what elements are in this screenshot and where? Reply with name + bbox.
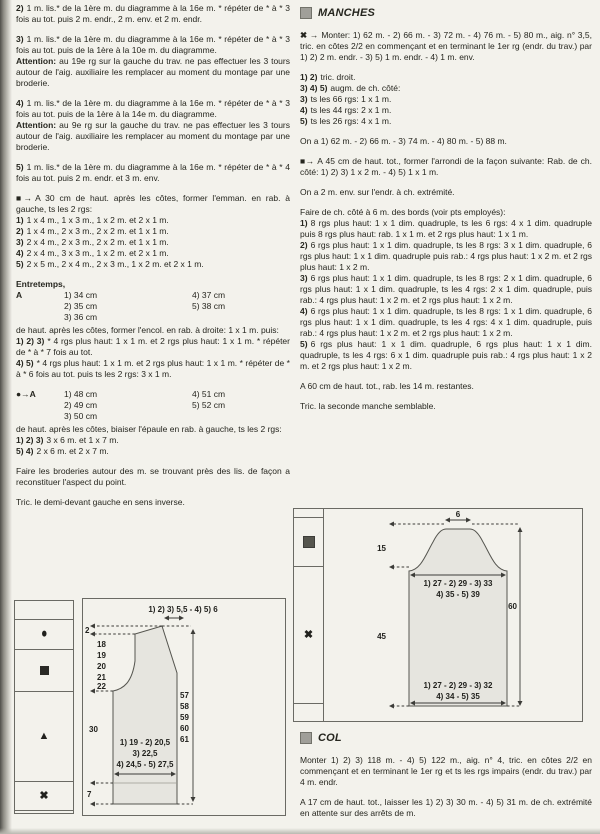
cuff-width-line-2: 4) 34 - 5) 35 [436, 692, 480, 701]
paragraph-lines [16, 424, 290, 457]
cap-top-width-label: 6 [455, 510, 461, 519]
line-text: ts les 26 rgs: 4 x 1 m. [310, 116, 392, 126]
paragraph [16, 98, 290, 153]
line-text: de haut. après les côtes, former l'encol. en rab. à droite: 1 x 1 m. puis: [16, 325, 279, 335]
instruction-line [300, 306, 592, 339]
line-lead: 1) 2) 3) [16, 336, 45, 346]
line-text: On a 2 m. env. sur l'endr. à ch. extrémité. [300, 187, 455, 197]
line-lead: 2) [16, 3, 24, 13]
shoulder-drop-label: 2 [85, 626, 90, 635]
line-text: au 19e rg sur la gauche du trav. ne pas effectuer les 3 tours autour de l'aig. auxiliaire les remplacer au moment du montage par une broderie. [16, 56, 290, 88]
line-lead: 1) 2) 3) [16, 435, 44, 445]
oval-marker-icon [15, 620, 73, 650]
instruction-line [16, 34, 290, 56]
instruction-line [300, 401, 592, 412]
line-lead: Attention: [16, 120, 57, 130]
line-lead: 2) [16, 226, 24, 236]
paragraph-lines [300, 381, 592, 392]
line-text: A 30 cm de haut. après les côtes, former l'emman. en rab. à gauche, ts les 2 rgs: [16, 193, 290, 214]
line-lead: 3) [16, 237, 24, 247]
line-text: 6 rgs plus haut: 1 x 1 dim. quadruple, 6 rgs plus haut: 1 x 1 dim. quadruple, ts les 4 rgs: 6 x 1 dim. quadruple puis rab.: 4 rgs plus haut: 1 x 2 m. et 2 rgs plus haut: 1 x 2 m. [300, 339, 592, 371]
paragraph [300, 30, 592, 63]
instruction-line [300, 381, 592, 392]
line-text: Monter 1) 2) 3) 118 m. - 4) 5) 122 m., aig. n° 4, tric. en côtes 2/2 en commençant et en terminant le 1er rg et ts les rgs impairs (endr. du trav.) par 4 m. endr. [300, 755, 592, 787]
cross-marker-icon [294, 567, 323, 704]
line-lead: Attention: [16, 56, 57, 66]
size-row [16, 400, 290, 411]
paragraph-lines [300, 187, 592, 198]
paragraph-marker-icon: ■→ [16, 193, 33, 203]
line-text: 6 rgs plus haut: 1 x 1 dim. quadruple, ts les 8 rgs: 1 x 1 dim. quadruple, 6 rgs plus haut: 1 x 1 dim. quadruple, ts les 4 rgs: 4 x 1 dim. quadruple, puis rab.: 4 rgs plus haut: 1 x 2 m. et 2 rgs plus haut: 1 x 2 m. [300, 306, 592, 338]
instruction-line [300, 72, 592, 83]
length-below-cap-label: 45 [377, 632, 386, 641]
instruction-line [16, 248, 290, 259]
instruction-line [300, 240, 592, 273]
heading-square-icon [300, 7, 312, 19]
line-text: 2 x 4 m., 2 x 3 m., 2 x 2 m. et 1 x 1 m. [26, 237, 169, 247]
neck-width-label: 1) 2) 3) 5,5 - 4) 5) 6 [148, 605, 218, 614]
cross-glyph: ✖ [303, 628, 314, 641]
line-lead: 5) [16, 162, 24, 172]
strip-cell-empty [294, 704, 323, 721]
line-lead: 3) [16, 34, 24, 44]
size-row-label [16, 400, 64, 411]
instruction-line [300, 156, 592, 178]
body-width-line-2: 3) 22,5 [132, 749, 158, 758]
size-row-label: A [16, 290, 23, 300]
instruction-line [300, 94, 592, 105]
instruction-line [300, 83, 592, 94]
instruction-line [16, 56, 290, 89]
square-marker-icon [15, 650, 73, 692]
underarm-width-line-1: 1) 27 - 2) 29 - 3) 33 [423, 579, 493, 588]
line-lead: 5) [16, 259, 24, 269]
instruction-line [16, 336, 290, 358]
size-row-label [16, 312, 64, 323]
paragraph-lines [16, 325, 290, 380]
paragraph-marker-icon: ■→ [300, 156, 315, 166]
paragraph [300, 401, 592, 412]
line-text: au 9e rg sur la gauche du trav. ne pas effectuer les 3 tours autour de l'aig. auxiliaire les remplacer au moment du montage par une broderie. [16, 120, 290, 152]
line-lead: 5) [300, 116, 308, 126]
scan-left-edge-shadow [0, 0, 12, 834]
sleeve-outline [409, 529, 507, 706]
total-height-4: 60 [180, 724, 189, 733]
section-heading-label: COL [318, 731, 342, 744]
paragraph-lines [300, 755, 592, 788]
paragraph [300, 797, 592, 819]
paragraph-lines [16, 98, 290, 153]
line-lead: 2) [300, 240, 308, 250]
instruction-line [16, 3, 290, 25]
size-row-label [16, 301, 64, 312]
line-text: de haut. après les côtes, biaiser l'épaule en rab. à gauche, ts les 2 rgs: [16, 424, 282, 434]
line-lead: 3) 4) 5) [300, 83, 328, 93]
rib-height-label: 7 [87, 790, 92, 799]
instruction-line [16, 193, 290, 215]
sleeve-schematic-box [324, 509, 582, 721]
line-text: augm. de ch. côté: [330, 83, 401, 93]
size-value-1: 2) 35 cm [64, 301, 98, 311]
size-row [16, 411, 290, 422]
sizes-rows [16, 290, 290, 323]
line-text: A 45 cm de haut. tot., former l'arrondi de la façon suivante: Rab. de ch. côté: 1) 2) 3) 1 x 2 m. - 4) 5) 1 x 1 m. [300, 156, 592, 177]
line-text: Faire les broderies autour des m. se trouvant près des lis. de façon a reconstituer l'aspect du point. [16, 466, 290, 487]
line-text: ts les 66 rgs: 1 x 1 m. [310, 94, 392, 104]
instruction-line [300, 116, 592, 127]
size-value-2: 5) 38 cm [192, 301, 226, 311]
sleeve-schematic-svg [324, 509, 580, 719]
front-schematic-box [82, 598, 286, 816]
line-text: On a 1) 62 m. - 2) 66 m. - 3) 74 m. - 4) 80 m. - 5) 88 m. [300, 136, 507, 146]
size-row-label [16, 411, 64, 422]
line-text: Monter: 1) 62 m. - 2) 66 m. - 3) 72 m. - 4) 76 m. - 5) 80 m., aig. n° 3,5, tric. en côtes 2/2 en commençant et en terminant le 1er rg (endr. du trav.) par 1) 2) 2 m. endr. - 3) 5) 1 m. endr. - 4) 1 m. env. [300, 30, 592, 62]
sleeve-marker-strip [294, 509, 324, 721]
line-text: Tric. la seconde manche semblable. [300, 401, 436, 411]
instruction-line [300, 30, 592, 63]
line-text: 1 m. lis.* de la 1ère m. du diagramme à la 16e m. * répéter de * à * 4 fois au tot. puis 2 m. endr. et 3 m. env. [16, 162, 290, 183]
underarm-width-line-2: 4) 35 - 5) 39 [436, 590, 480, 599]
paragraph [16, 466, 290, 488]
paragraph [16, 162, 290, 184]
instruction-line [16, 497, 290, 508]
instruction-line [16, 358, 290, 380]
right-column [300, 4, 592, 506]
paragraph-lines [300, 207, 592, 372]
paragraph [300, 72, 592, 127]
cap-height-label: 15 [377, 544, 386, 553]
square-glyph [40, 666, 49, 675]
line-text: Tric. le demi-devant gauche en sens inverse. [16, 497, 185, 507]
paragraph [16, 3, 290, 25]
paragraph [16, 193, 290, 270]
sizes-table [16, 389, 290, 422]
line-text: 1 x 4 m., 1 x 3 m., 1 x 2 m. et 2 x 1 m. [26, 215, 169, 225]
front-schematic-svg [83, 599, 283, 813]
size-row [16, 290, 290, 301]
line-lead: 1) 2) [300, 72, 318, 82]
size-value-2 [192, 312, 290, 323]
triangle-marker-icon [15, 692, 73, 782]
line-lead: 4) 5) [16, 358, 34, 368]
line-text: 2 x 4 m., 3 x 3 m., 1 x 2 m. et 2 x 1 m. [26, 248, 169, 258]
instruction-line [16, 259, 290, 270]
line-text: 1 m. lis.* de la 1ère m. du diagramme à la 16e m. * répéter de * à * 3 fois au tot. puis de la 1ère à la 10e m. du diagramme. [16, 34, 290, 55]
paragraph [300, 136, 592, 147]
size-value-1: 2) 49 cm [64, 400, 98, 410]
body-height-label: 30 [89, 725, 98, 734]
total-height-5: 61 [180, 735, 189, 744]
size-value-1: 3) 50 cm [64, 411, 98, 421]
paragraph [16, 497, 290, 508]
line-lead: 5) [300, 339, 308, 349]
paragraph-lines [16, 193, 290, 270]
paragraph-marker-icon: ✖ → [300, 30, 319, 40]
line-text: 8 rgs plus haut: 1 x 1 dim. quadruple, ts les 6 rgs: 4 x 1 dim. quadruple puis 8 rgs plus haut: rab. 1 x 1 m. et 2 rgs plus haut: 1 x 1 m. [300, 218, 592, 239]
line-text: * 4 rgs plus haut: 1 x 1 m. et 2 rgs plus haut: 1 x 1 m. * répéter de * à * 6 fois au tot. puis ts les 2 rgs: 3 x 1 m. [16, 358, 290, 379]
front-piece-outline [113, 626, 177, 804]
instruction-line [16, 435, 290, 446]
front-marker-strip [14, 600, 74, 814]
line-text: 6 rgs plus haut: 1 x 1 dim. quadruple, ts les 8 rgs: 2 x 1 dim. quadruple, 6 rgs plus haut: 1 x 1 dim. quadruple, ts les 4 rgs: 2 x 1 dim. quadruple, puis rab.: 4 rgs plus haut: 1 x 2 m. et 2 rgs plus haut: 1 x 2 m. [300, 273, 592, 305]
line-lead: 4) [16, 248, 24, 258]
line-text: A 60 cm de haut. tot., rab. les 14 m. restantes. [300, 381, 474, 391]
paragraph-lines [300, 72, 592, 127]
instruction-line [16, 325, 290, 336]
strip-cell-empty [15, 811, 73, 813]
instruction-line [16, 162, 290, 184]
cuff-width-line-1: 1) 27 - 2) 29 - 3) 32 [423, 681, 493, 690]
size-value-1: 3) 36 cm [64, 312, 98, 322]
body-width-line-1: 1) 19 - 2) 20,5 [119, 738, 171, 747]
strip-cell-empty [15, 601, 73, 620]
front-schematic-figure [14, 598, 284, 814]
section-heading [300, 732, 592, 744]
instruction-line [16, 98, 290, 120]
size-row [16, 312, 290, 323]
paragraph-lines [16, 466, 290, 488]
line-lead: 4) [300, 306, 308, 316]
paragraph [300, 381, 592, 392]
instruction-line [16, 120, 290, 153]
line-lead: 5) 4) [16, 446, 34, 456]
section-heading-label: MANCHES [318, 6, 376, 19]
size-value-2 [192, 411, 290, 422]
line-text: 2 x 6 m. et 2 x 7 m. [36, 446, 109, 456]
line-text: 2 x 5 m., 2 x 4 m., 2 x 3 m., 1 x 2 m. et 2 x 1 m. [26, 259, 204, 269]
size-value-2: 5) 52 cm [192, 400, 226, 410]
total-height-1: 57 [180, 691, 189, 700]
square-glyph [303, 536, 315, 548]
cross-marker-icon [15, 782, 73, 811]
paragraph-lines [300, 401, 592, 412]
paragraph [16, 325, 290, 380]
paragraph [16, 424, 290, 457]
paragraph [300, 207, 592, 372]
paragraph-lines [16, 3, 290, 25]
cross-glyph: ✖ [39, 789, 49, 802]
paragraph-lines [300, 797, 592, 819]
line-lead: 1) [16, 215, 24, 225]
size-value-1: 1) 34 cm [64, 290, 98, 300]
sizes-rows [16, 389, 290, 422]
instruction-line [300, 339, 592, 372]
body-width-line-3: 4) 24,5 - 5) 27,5 [116, 760, 174, 769]
line-lead: 4) [16, 98, 24, 108]
instruction-line [300, 755, 592, 788]
instruction-line [16, 226, 290, 237]
line-lead: 3) [300, 94, 308, 104]
line-text: 6 rgs plus haut: 1 x 1 dim. quadruple, ts les 8 rgs: 3 x 1 dim. quadruple, 6 rgs plus haut: 1 x 1 dim. quadruple puis rab.: 4 rgs plus haut: 1 x 2 m. et 2 rgs plus haut: 1 x 2 m. [300, 240, 592, 272]
size-value-2: 4) 37 cm [192, 290, 226, 300]
paragraph [300, 755, 592, 788]
paragraph-lines [16, 162, 290, 184]
total-length-label: 60 [508, 602, 517, 611]
armhole-depth-5: 22 [97, 682, 106, 691]
paragraph-lines [300, 156, 592, 178]
paragraph-lines [16, 497, 290, 508]
line-lead: 4) [300, 105, 308, 115]
paragraph-lines [300, 136, 592, 147]
triangle-glyph: ▲ [38, 730, 50, 742]
size-row-label: ●→A [16, 389, 36, 399]
line-text: * 4 rgs plus haut: 1 x 1 m. et 2 rgs plus haut: 1 x 1 m. * répéter de * à * 7 fois au tot. [16, 336, 290, 357]
oval-glyph: ● [40, 626, 48, 642]
line-lead: 3) [300, 273, 308, 283]
instruction-line [16, 424, 290, 435]
armhole-depth-2: 19 [97, 651, 106, 660]
col-section [300, 729, 592, 828]
instruction-line [16, 466, 290, 488]
total-height-2: 58 [180, 702, 189, 711]
heading-square-icon [300, 732, 312, 744]
paragraph [300, 156, 592, 178]
instruction-line [300, 207, 592, 218]
square-marker-icon [294, 518, 323, 567]
line-text: 1 x 4 m., 2 x 3 m., 2 x 2 m. et 1 x 1 m. [26, 226, 169, 236]
paragraph [300, 187, 592, 198]
line-text: A 17 cm de haut. tot., laisser les 1) 2) 3) 30 m. - 4) 5) 31 m. de ch. extrémité en attente sur des arrêts de m. [300, 797, 592, 818]
size-value-2: 4) 51 cm [192, 389, 226, 399]
section-heading [300, 7, 592, 19]
left-column [16, 3, 290, 595]
instruction-line [16, 237, 290, 248]
line-text: 1 m. lis.* de la 1ère m. du diagramme à la 16e m. * répéter de * à * 3 fois au tot. puis de la 1ère à la 14e m. du diagramme. [16, 98, 290, 119]
size-row [16, 301, 290, 312]
line-lead: 1) [300, 218, 308, 228]
size-value-1: 1) 48 cm [64, 389, 98, 399]
instruction-line [16, 215, 290, 226]
armhole-depth-3: 20 [97, 662, 106, 671]
instruction-line [300, 218, 592, 240]
size-row [16, 389, 290, 400]
scan-bottom-edge-shadow [0, 828, 600, 834]
sleeve-schematic-figure [293, 508, 583, 722]
armhole-depth-1: 18 [97, 640, 106, 649]
paragraph [16, 34, 290, 89]
armhole-depth-4: 21 [97, 673, 106, 682]
line-text: 1 m. lis.* de la 1ère m. du diagramme à la 16e m. * répéter de * à * 3 fois au tot. puis 2 m. endr., 2 m. env. et 2 m. endr. [16, 3, 290, 24]
instruction-line [300, 187, 592, 198]
line-text: ts les 44 rgs: 2 x 1 m. [310, 105, 392, 115]
line-text: 3 x 6 m. et 1 x 7 m. [46, 435, 119, 445]
line-text: Faire de ch. côté à 6 m. des bords (voir pts employés): [300, 207, 506, 217]
line-text: tric. droit. [320, 72, 356, 82]
paragraph-lines [16, 34, 290, 89]
instruction-line [300, 273, 592, 306]
total-height-3: 59 [180, 713, 189, 722]
instruction-line [300, 105, 592, 116]
sizes-title: Entretemps, [16, 279, 66, 289]
instruction-line [300, 136, 592, 147]
strip-cell-empty [294, 509, 323, 518]
instruction-line [16, 446, 290, 457]
instruction-line [300, 797, 592, 819]
paragraph-lines [300, 30, 592, 63]
sizes-table [16, 279, 290, 323]
